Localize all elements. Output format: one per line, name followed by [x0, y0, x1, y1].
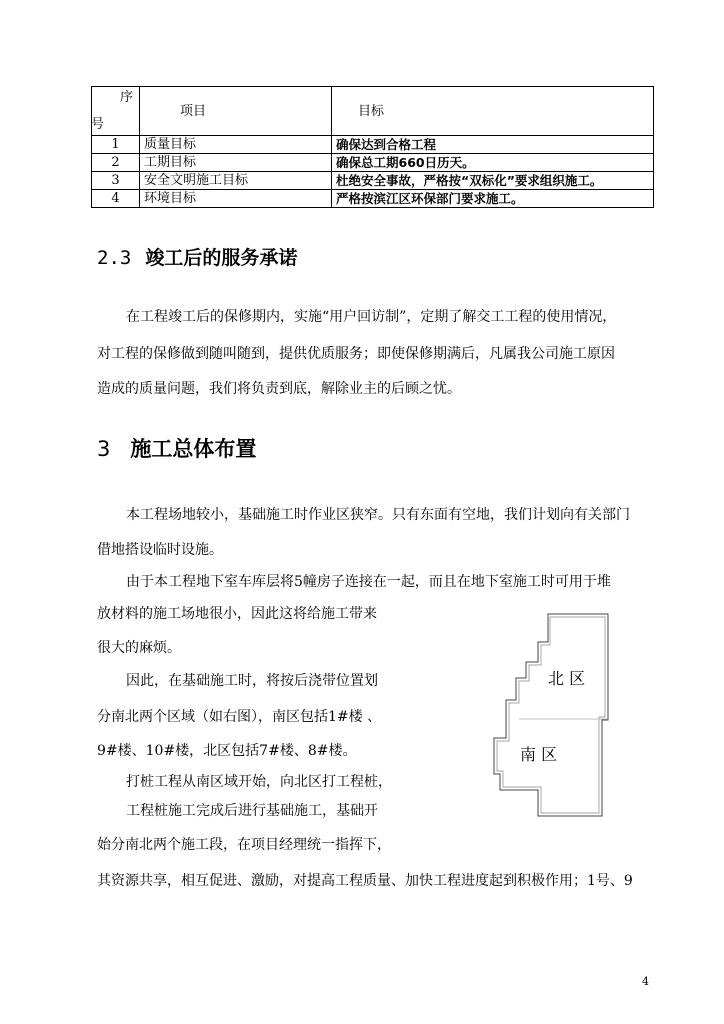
- section-3-number: 3: [97, 437, 111, 461]
- south-zone-label: 南 区: [520, 745, 558, 764]
- row-no: 2: [92, 154, 140, 172]
- section-3-heading: [97, 433, 256, 463]
- table-row: [92, 154, 654, 172]
- row-goal: 确保总工期660日历天。: [332, 154, 654, 172]
- north-zone-label: 北 区: [548, 669, 586, 688]
- paragraph-line: 很大的麻烦。: [97, 640, 181, 656]
- paragraph-line: 借地搭设临时设施。: [97, 542, 223, 558]
- section-3-title: 施工总体布置: [130, 437, 257, 461]
- header-seq-bottom: 号: [91, 117, 105, 132]
- site-inner-outline: [497, 617, 605, 813]
- header-goal: 目标: [332, 87, 654, 136]
- site-outline: [494, 614, 608, 816]
- paragraph-line: 造成的质量问题，我们将负责到底，解除业主的后顾之忧。: [97, 381, 461, 397]
- row-goal: 确保达到合格工程: [332, 136, 654, 154]
- site-zone-diagram: [486, 612, 610, 818]
- section-2-3-heading: [97, 243, 297, 270]
- row-goal: 严格按滨江区环保部门要求施工。: [332, 190, 654, 208]
- paragraph-line: 因此，在基础施工时，将按后浇带位置划: [126, 673, 378, 689]
- paragraph-line: 放材料的施工场地很小，因此这将给施工带来: [97, 606, 377, 622]
- row-item: 工期目标: [140, 154, 332, 172]
- paragraph-line: 打桩工程从南区域开始，向北区打工程桩，: [126, 774, 392, 790]
- paragraph-line: 分南北两个区域（如右图），南区包括1#楼 、: [97, 709, 382, 725]
- paragraph-line: 其资源共享，相互促进、激励，对提高工程质量、加快工程进度起到积极作用；1号、9: [97, 873, 633, 889]
- paragraph-line: 在工程竣工后的保修期内，实施“用户回访制”，定期了解交工工程的使用情况，: [126, 309, 617, 325]
- row-item: 质量目标: [140, 136, 332, 154]
- goals-table: [91, 86, 654, 208]
- table-row: [92, 172, 654, 190]
- paragraph-line: 由于本工程地下室车库层将5幢房子连接在一起，而且在地下室施工时可用于堆: [126, 574, 611, 590]
- paragraph-line: 本工程场地较小，基础施工时作业区狭窄。只有东面有空地，我们计划向有关部门: [126, 507, 630, 523]
- header-item: 项目: [140, 87, 332, 136]
- table-row: [92, 136, 654, 154]
- header-seq-top: 序: [119, 90, 133, 105]
- paragraph-line: 工程桩施工完成后进行基础施工，基础开: [126, 803, 378, 819]
- row-item: 环境目标: [140, 190, 332, 208]
- header-seq: [92, 87, 140, 136]
- paragraph-line: 对工程的保修做到随叫随到，提供优质服务；即使保修期满后，凡属我公司施工原因: [97, 346, 615, 362]
- row-goal: 杜绝安全事故，严格按“双标化”要求组织施工。: [332, 172, 654, 190]
- section-2-3-number: 2.3: [97, 247, 132, 269]
- table-row: [92, 190, 654, 208]
- row-no: 4: [92, 190, 140, 208]
- table-header-row: [92, 87, 654, 136]
- page-number: 4: [642, 975, 649, 988]
- paragraph-line: 始分南北两个施工段，在项目经理统一指挥下，: [97, 837, 391, 853]
- row-item: 安全文明施工目标: [140, 172, 332, 190]
- row-no: 1: [92, 136, 140, 154]
- row-no: 3: [92, 172, 140, 190]
- paragraph-line: 9#楼、10#楼，北区包括7#楼、8#楼。: [97, 743, 357, 759]
- section-2-3-title: 竣工后的服务承诺: [145, 247, 298, 269]
